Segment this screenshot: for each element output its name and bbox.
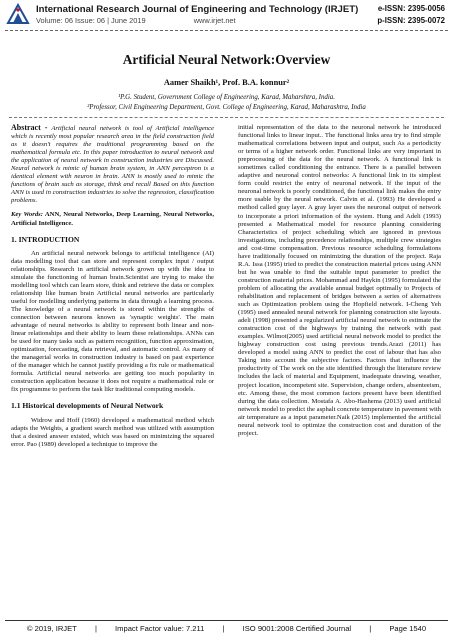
footer-copyright: © 2019, IRJET xyxy=(26,624,77,633)
header-divider xyxy=(5,30,448,31)
keywords-heading: Key Words: xyxy=(11,211,43,219)
left-column xyxy=(11,124,214,449)
right-column-text: initial representation of the data to the neuronal network he introduced functional links to linear input.. The functional links area try to find simple mathematical correlations between input and output, such As a periodicity or terms of a higher network order. Functional links are very important in preprocessing of the data for the neural network. A functional link is sometimes called conditioning the entrance. There is a parallel between adaptive and neuronal control networks: A functional link in its simplest form could restrict the entry of neuronal network. If the input of the neuronal network is poorly conditioned, the functional link makes the entry more usable by the neural network. Calvin et al. (1993) He developed a method called gray layer. A gray layer uses the neuronal output of network to incorporate a priori information of the system. Hung and Adeli (1993) presented a Mathematical model for resource planning considering Characteristics of project scheduling which are ignored in previous investigations, including precedence relationships, multiple crew strategies and cost-time compensation. Previous resource scheduling formulations have traditionally focused on minimizing the duration of the project. Raja R.A. Issa (1995) tried to predict the construction material prices using ANN but he was unable to find the suitable input parameter to predict the construction material prices. Mohammad and Haykin (1995) formulated the problem of allocating the available annual budget optimally to Projects of rehabilitation and replacement of bridges between a series of alternatives such as Optimization problem using the Hopfield network. I-Cheng Yeh (1995) used annealed neural network for planning construction site layouts. adeli (1998) presented a regularized artificial neural network to estimate the construction cost of the highways by training the network with past examples. Wilmot(2005) used artificial neural network model to predict the highway construction cost using previous trends.Arazi (2011) has developed a model using ANN to predict the cost of labour that has also Taking into account the subjective factors. Factors that influence the productivity of The work on the site identified through the literature review includes the lack of material and Equipment, inadequate drawing, weather, project location, incompetent site. Supervision, change orders, absenteeism, etc. Among these, the most common factors present have been identified during the data collection. Mostafa A. Abo-Hashema (2013) used artificial network model to predict the asphalt concrete temperature in pavement with air temperature as a input parameter.Naik (2015) implemented the artificial neural network tool to optimize the construction cost and duration of the project. xyxy=(238,124,441,437)
right-column xyxy=(238,124,441,438)
journal-header xyxy=(0,0,453,30)
paper-title: Artificial Neural Network:Overview xyxy=(122,52,331,67)
footer-sep: | xyxy=(369,624,372,633)
footer-page: Page 1540 xyxy=(389,624,427,633)
footer-divider xyxy=(5,620,448,621)
footer-sep: | xyxy=(94,624,97,633)
issue-text: Volume: 06 Issue: 06 | June 2019 xyxy=(36,16,146,25)
pissn: p-ISSN: 2395-0072 xyxy=(377,16,445,25)
affiliation-2: ²Professor, Civil Engineering Department, Govt. College of Engineering, Karad, Maharashtra, India xyxy=(87,104,366,111)
page-footer xyxy=(0,624,453,633)
abstract-text: Artificial neural network is tool of Artificial intelligence which is recently most popular research area in the field construction field as it doesn't requires the traditional programming based on the mathematical formula etc. In this paper introduction to neural network and the application of neural network in construction industries are Discussed. Neural network is mimic of human brain system, in ANN perceptron is a identical element with neuron in brain. ANN is mostly used to mimic the functions of brain such as storage, think and recall Based on this function ANN is used in construction industries to solve the regression, classification problems. xyxy=(11,125,215,205)
abstract xyxy=(11,124,214,205)
section-heading-introduction: 1. INTRODUCTION xyxy=(11,234,80,244)
eissn: e-ISSN: 2395-0056 xyxy=(377,4,445,13)
introduction-text: An artificial neural network belongs to artificial intelligence (AI) data modelling tool that can store and represent complex input / output relationships. Research in artificial network grown up with the idea to simulate the functioning of human brain.Scientist are trying to make the modelling tool which can learn store, think and retrieve the data or complex relationship like human brain Artificial neural networks are particularly useful for modelling underlying patterns in data through a learning process. The knowledge of a neural network is stored within the strengths of connection between neurons known as 'synaptic weights'. The main advantage of neural networks is ability to represent both linear and non-linear relationships and their ability to learn these relationships. ANNs can be used for many tasks such as pattern recognition, function approximation, optimization, forecasting, data retrieval, and automatic control. As many of the managerial works in construction industry is based on past experience of the manager which he cannot justify providing a fix rule or mathematical formula. Artificial neural networks are getting too much popularity in construction application because it does not require a mathematical rule or fix programme to perform the task likr traditional computing models. xyxy=(11,249,214,394)
footer-sep: | xyxy=(222,624,225,633)
keywords xyxy=(11,211,214,227)
keywords-text: ANN, Neural Networks, Deep Learning, Neural Networks, Artificial Intelligence. xyxy=(11,211,215,227)
journal-name: International Research Journal of Engineering and Technology (IRJET) xyxy=(36,4,359,15)
footer-impact: Impact Factor value: 7.211 xyxy=(115,624,205,633)
affiliation-1: ¹P.G. Student, Government College of Engineering, Karad, Maharshtra, India. xyxy=(118,94,335,101)
section-heading-history: 1.1 Historical developments of Neural Network xyxy=(11,401,164,411)
irjet-logo-icon xyxy=(6,3,30,25)
history-text: Widrow and Hoff (1960) developed a mathematical method which adapts the Weights, a gradient search method was utilized with assumption that a desired answer existed, which was based on minimizing the squared error. Pao (1989) developed a technique to improve the xyxy=(11,416,214,448)
journal-issue xyxy=(36,16,236,25)
section-divider xyxy=(9,117,444,118)
abstract-heading: Abstract - xyxy=(11,123,52,132)
paper-authors: Aamer Shaikh¹, Prof. B.A. konnur² xyxy=(163,78,290,87)
footer-iso: ISO 9001:2008 Certified Journal xyxy=(242,624,352,633)
journal-url[interactable]: www.irjet.net xyxy=(193,16,236,25)
